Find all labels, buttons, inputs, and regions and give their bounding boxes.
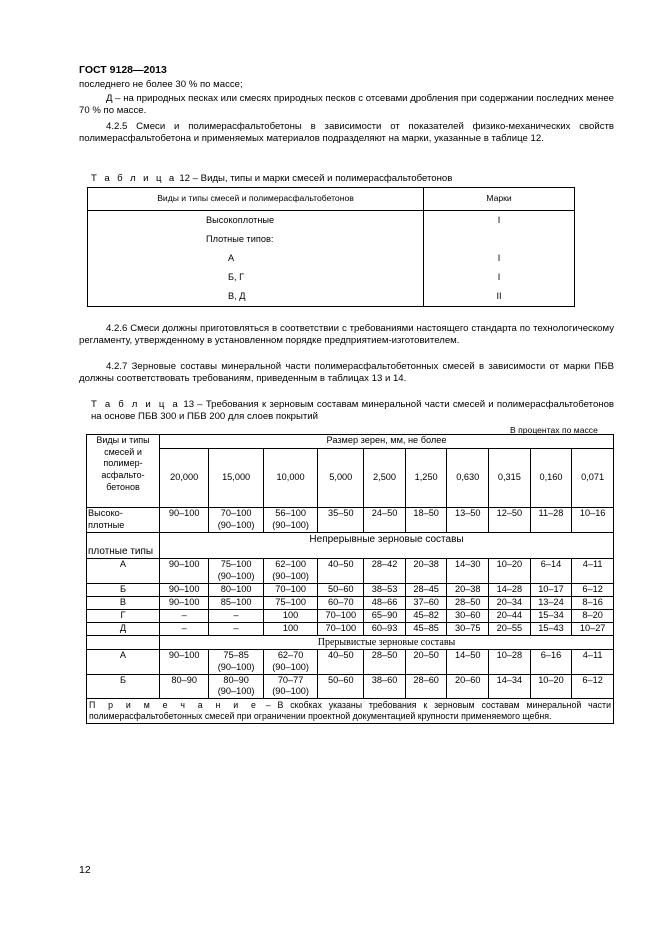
paragraph-d-type: Д – на природных песках или смесях природных песков с отсевами дробления при содержании последних менее 70 % по массе.: [79, 93, 614, 117]
table13-cell-value: 62–100: [275, 558, 306, 569]
table13-section-row: [87, 635, 614, 649]
table13-cell: [209, 558, 263, 583]
table-row: [87, 674, 614, 699]
table-row: [87, 508, 614, 533]
table13-cell-value: 6–14: [540, 558, 562, 569]
table13-cell-value: 50–60: [328, 583, 354, 594]
table13-cell: [405, 674, 447, 699]
table13-cell: [489, 649, 531, 674]
table12-cell-name: Плотные типов:: [88, 230, 424, 249]
table13-cell-value: 90–100: [168, 649, 200, 660]
table13-cell-value: 20–60: [454, 674, 481, 685]
table13-cell: [364, 609, 406, 622]
table13-cell: [530, 583, 572, 596]
table13-cell-value: 48–66: [371, 596, 398, 607]
table13-cell: [364, 558, 406, 583]
table13-cell: [263, 674, 317, 699]
table13-cell: [530, 609, 572, 622]
table13-cell: [318, 508, 364, 533]
table13-cell-value: 90–100: [168, 583, 200, 594]
table13-cell-value: 80–100: [220, 583, 252, 594]
table-row: [88, 211, 575, 231]
table13-size-col: 10,000: [263, 449, 317, 508]
table13-cell-value: 6–12: [582, 674, 603, 685]
table13-cell: [318, 583, 364, 596]
table13-cell: [364, 622, 406, 635]
table13-cell-value: 70–100: [220, 508, 252, 518]
table13-cell-value: 80–90: [171, 674, 197, 685]
table13-cell-value: 13–50: [454, 508, 481, 518]
table13-caption: [91, 399, 614, 424]
table13-row-label: Г: [87, 609, 160, 622]
document-header: ГОСТ 9128—2013: [79, 64, 167, 76]
table-row: [87, 558, 614, 583]
table13-cell-value: 4–11: [582, 558, 603, 569]
table12-cell-name: А: [88, 249, 424, 268]
table13-cell: [405, 649, 447, 674]
table13-cell-value: 10–17: [538, 583, 564, 594]
table13-cell: [318, 674, 364, 699]
table13-cell-value: 6–12: [582, 583, 603, 594]
table-row: [88, 249, 575, 268]
table13-cell: [405, 583, 447, 596]
table13-cell: [405, 558, 447, 583]
table13-cell-value: 35–50: [328, 508, 354, 518]
table12-caption: [91, 173, 452, 185]
table13-cell-value: 40–50: [328, 558, 354, 569]
table13-cell-value: 8–20: [582, 609, 603, 620]
table13-cell: [160, 674, 209, 699]
table13-cell-value: 70–100: [325, 609, 357, 620]
paragraph-4-2-7: 4.2.7 Зерновые составы минеральной части полимерасфальтобетонных смесей в зависимости от марки ПБВ должны соответствовать требованиям, приведенным в таблицах 13 и 14.: [79, 361, 614, 385]
table13-cell-alt-value: (90–100): [217, 519, 255, 530]
table-row: [87, 583, 614, 596]
table13-cell-value: –: [181, 609, 187, 620]
table13-cell-value: 45–85: [413, 622, 439, 633]
table13-cell-value: 85–100: [220, 596, 252, 607]
table13-cell: [530, 649, 572, 674]
table-row: [88, 230, 575, 249]
table13-cell-value: 75–100: [220, 558, 252, 569]
table13-cell: [447, 508, 489, 533]
table13-cell: [530, 674, 572, 699]
table13-cell-value: 65–90: [371, 609, 398, 620]
table13-cell: [530, 558, 572, 583]
table13-cell-alt-value: (90–100): [217, 686, 255, 697]
table13-cell: [489, 674, 531, 699]
table12-caption-word: Т а б л и ц а: [91, 173, 177, 184]
table13-cell-value: 90–100: [168, 558, 200, 569]
table13-cell-alt-value: (90–100): [272, 570, 309, 581]
table13-cell-value: 90–100: [168, 508, 200, 518]
table13-cell-value: 8–16: [582, 596, 603, 607]
table13-note-text: – В скобках указаны требования к зерновым составам минеральной части полимерасфальтобетонных смесей при ограничении проектной документацией крупности применяемого щебня.: [89, 700, 611, 722]
table13-cell-value: 14–28: [496, 583, 523, 594]
table13-row-label: В: [87, 596, 160, 609]
table12-cell-mark: I: [424, 268, 575, 287]
table12-col-types: Виды и типы смесей и полимерасфальтобетонов: [88, 188, 424, 211]
table13-cell-value: 20–50: [413, 649, 439, 660]
table13-cell: [160, 583, 209, 596]
table13-cell: [489, 558, 531, 583]
table13-cell-value: –: [181, 622, 187, 633]
table13-size-header: Размер зерен, мм, не более: [160, 435, 614, 449]
table13-row-label: Б: [87, 583, 160, 596]
table13-row-label: Б: [87, 674, 160, 699]
table13-cell: [530, 596, 572, 609]
table12-cell-name: Высокоплотные: [88, 211, 424, 231]
table13-cell-value: 20–44: [496, 609, 523, 620]
table13-size-col: 20,000: [160, 449, 209, 508]
table13-cell-value: 56–100: [275, 508, 306, 518]
table13-cell: [364, 596, 406, 609]
table13-cell: [160, 622, 209, 635]
table13-cell-value: 30–75: [454, 622, 481, 633]
table13-row-label: Д: [87, 622, 160, 635]
table13-cell-value: 15–43: [538, 622, 564, 633]
table13-cell: [263, 622, 317, 635]
table13-cell: [364, 508, 406, 533]
table13-cell: [489, 583, 531, 596]
table13-size-col: 0,315: [489, 449, 531, 508]
table13-cell-alt-value: (90–100): [272, 686, 309, 697]
table13-cell-alt-value: (90–100): [272, 661, 309, 672]
table13-cell: [572, 508, 614, 533]
table13-cell-value: 100: [282, 622, 299, 633]
table13-cell-value: 28–45: [413, 583, 439, 594]
table-row: [88, 268, 575, 287]
table13-cell-value: 13–24: [538, 596, 564, 607]
table13-cell: [447, 649, 489, 674]
paragraph-4-2-5: 4.2.5 Смеси и полимерасфальтобетоны в зависимости от показателей физико-механических свойств полимерасфальтобетона и применяемых материалов подразделяют на марки, указанные в таблице 12.: [79, 121, 614, 145]
table13-size-col: 0,630: [447, 449, 489, 508]
table13-cell-value: 50–60: [328, 674, 354, 685]
table12-caption-text: 12 – Виды, типы и марки смесей и полимерасфальтобетонов: [179, 173, 453, 184]
table13-note: [87, 699, 614, 724]
table13-row-label: плотные типы: [87, 532, 160, 558]
table13-cell-value: 10–28: [496, 649, 523, 660]
table13-cell: [318, 649, 364, 674]
table13-cell-value: 60–93: [371, 622, 398, 633]
paragraph-continuation: последнего не более 30 % по массе;: [79, 79, 243, 90]
table-row: [87, 649, 614, 674]
table12-cell-mark: II: [424, 287, 575, 307]
table13-cell: [209, 622, 263, 635]
table-row: [88, 287, 575, 307]
table13-cell-value: 11–28: [538, 508, 564, 518]
table13-cell: [364, 674, 406, 699]
table13-cell: [572, 622, 614, 635]
table13-cell-value: 24–50: [371, 508, 398, 518]
table13-cell-value: 28–50: [371, 649, 398, 660]
table13-row-label: [87, 635, 160, 649]
table13-cell-value: 70–77: [277, 674, 304, 685]
table13-cell: [160, 649, 209, 674]
table13-cell: [572, 583, 614, 596]
table13-cell: [209, 649, 263, 674]
table13-cell-value: 100: [282, 609, 299, 620]
table13-cell: [405, 596, 447, 609]
table13-cell: [405, 508, 447, 533]
table13-cell-value: 4–11: [582, 649, 603, 660]
table13-cell: [318, 596, 364, 609]
table12-cell-name: Б, Г: [88, 268, 424, 287]
table13-cell: [447, 583, 489, 596]
table13-cell: [209, 583, 263, 596]
table13-cell: [263, 558, 317, 583]
table13-size-col: 2,500: [364, 449, 406, 508]
table13-cell-value: 10–27: [579, 622, 606, 633]
table-13: [86, 434, 614, 724]
table13-cell: [489, 596, 531, 609]
table13-cell-value: 14–34: [496, 674, 523, 685]
table13-cell-value: 45–82: [413, 609, 439, 620]
table13-cell: [209, 674, 263, 699]
table13-cell: [364, 649, 406, 674]
table13-cell: [447, 622, 489, 635]
table-row: [87, 622, 614, 635]
table13-cell-value: 28–60: [413, 674, 439, 685]
table13-cell-value: 28–50: [454, 596, 481, 607]
table13-cell-value: 14–50: [454, 649, 481, 660]
paragraph-4-2-6: 4.2.6 Смеси должны приготовляться в соответствии с требованиями настоящего стандарта по технологическому регламенту, утвержденному в установленном порядке предприятием-изготовителем.: [79, 323, 614, 347]
table13-size-col: 1,250: [405, 449, 447, 508]
table13-cell-value: 18–50: [413, 508, 439, 518]
table13-cell: [160, 596, 209, 609]
table13-cell: [530, 508, 572, 533]
table13-cell: [489, 622, 531, 635]
table13-section-title: Непрерывные зерновые составы: [160, 532, 614, 558]
table13-row-label: Высоко-плотные: [87, 508, 160, 533]
table12-cell-mark: I: [424, 249, 575, 268]
table13-cell: [447, 596, 489, 609]
table13-cell-value: 28–42: [371, 558, 398, 569]
table13-cell-value: 70–100: [275, 583, 306, 594]
table13-size-col: 5,000: [318, 449, 364, 508]
table13-cell-value: –: [233, 622, 239, 633]
table13-cell-value: 10–20: [496, 558, 523, 569]
table13-cell: [263, 583, 317, 596]
table13-cell-value: 10–16: [579, 508, 606, 518]
table-row: [87, 596, 614, 609]
table13-cell: [447, 609, 489, 622]
table13-cell: [318, 609, 364, 622]
table12-cell-mark: I: [424, 211, 575, 231]
table13-cell: [447, 558, 489, 583]
table13-cell-value: 30–60: [454, 609, 481, 620]
table13-cell-alt-value: (90–100): [217, 570, 255, 581]
table13-cell-value: 40–50: [328, 649, 354, 660]
table13-cell-value: 37–60: [413, 596, 439, 607]
table13-size-col: 15,000: [209, 449, 263, 508]
table12-cell-mark: [424, 230, 575, 249]
table13-cell: [572, 596, 614, 609]
table13-cell: [489, 508, 531, 533]
table13-cell: [318, 558, 364, 583]
table13-cell: [572, 609, 614, 622]
table13-cell: [263, 609, 317, 622]
table13-cell: [209, 596, 263, 609]
table13-cell-value: 90–100: [168, 596, 200, 607]
table13-note-word: П р и м е ч а н и е: [89, 700, 259, 711]
table13-cell-value: 80–90: [223, 674, 249, 685]
table12-cell-name: В, Д: [88, 287, 424, 307]
table13-cell: [447, 674, 489, 699]
table13-cell: [160, 558, 209, 583]
table13-cell-value: 38–60: [371, 674, 398, 685]
table13-cell-value: –: [233, 609, 239, 620]
table13-section-row: [87, 532, 614, 558]
table13-row-label: А: [87, 558, 160, 583]
table13-cell: [263, 649, 317, 674]
table13-cell: [572, 649, 614, 674]
table13-cell: [364, 583, 406, 596]
table13-cell-value: 20–38: [454, 583, 481, 594]
table13-cell: [209, 508, 263, 533]
table13-cell-value: 12–50: [496, 508, 523, 518]
table13-left-header: Виды и типы смесей и полимер-асфальто-бетонов: [87, 435, 160, 508]
table13-cell-value: 20–34: [496, 596, 523, 607]
table13-cell-value: 20–55: [496, 622, 523, 633]
table12-col-marks: Марки: [424, 188, 575, 211]
table13-cell: [405, 622, 447, 635]
table13-cell: [405, 609, 447, 622]
table13-cell: [572, 558, 614, 583]
table13-cell: [572, 674, 614, 699]
table13-cell: [160, 609, 209, 622]
table13-cell-value: 38–53: [371, 583, 398, 594]
table13-cell-value: 15–34: [538, 609, 564, 620]
table13-cell-value: 60–70: [328, 596, 354, 607]
table13-cell-value: 75–85: [223, 649, 249, 660]
table-12: [87, 187, 575, 307]
table13-row-label: А: [87, 649, 160, 674]
table13-units: В процентах по массе: [510, 425, 598, 435]
table13-cell: [318, 622, 364, 635]
table13-cell: [263, 596, 317, 609]
table13-caption-text: 13 – Требования к зерновым составам минеральной части смесей и полимерасфальтобетонов на основе ПБВ 300 и ПБВ 200 для слоев покрытий: [91, 399, 615, 423]
table13-cell: [209, 609, 263, 622]
table13-cell-value: 14–30: [454, 558, 481, 569]
table-row: [87, 609, 614, 622]
table13-cell-alt-value: (90–100): [272, 519, 309, 530]
table13-cell: [263, 508, 317, 533]
page-number: 12: [79, 864, 91, 876]
table13-caption-word: Т а б л и ц а: [91, 399, 181, 410]
table13-cell: [489, 609, 531, 622]
table13-cell: [530, 622, 572, 635]
table13-section-title: Прерывистые зерновые составы: [160, 635, 614, 649]
table13-cell-value: 62–70: [277, 649, 304, 660]
table13-cell-value: 75–100: [275, 596, 306, 607]
table13-cell-alt-value: (90–100): [217, 661, 255, 672]
table13-size-col: 0,160: [530, 449, 572, 508]
table13-cell-value: 70–100: [325, 622, 357, 633]
table13-cell: [160, 508, 209, 533]
table13-size-col: 0,071: [572, 449, 614, 508]
table13-cell-value: 6–16: [540, 649, 562, 660]
table13-cell-value: 10–20: [538, 674, 564, 685]
table13-cell-value: 20–38: [413, 558, 439, 569]
